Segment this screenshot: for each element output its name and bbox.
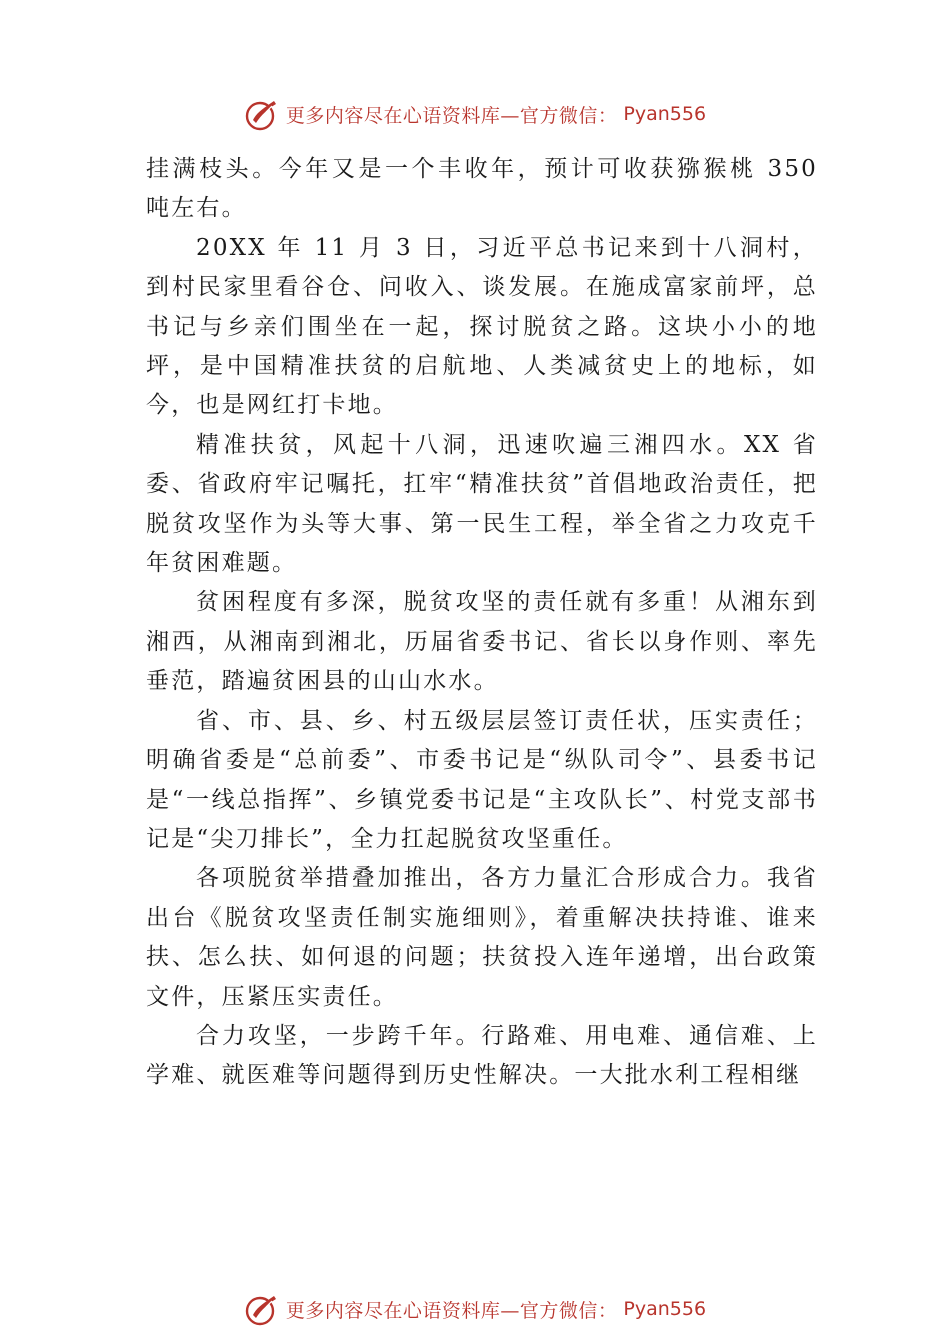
- document-body: [146, 150, 818, 1096]
- paragraph: 各项脱贫举措叠加推出，各方力量汇合形成合力。我省出台《脱贫攻坚责任制实施细则》，着重解决扶持谁、谁来扶、怎么扶、如何退的问题；扶贫投入连年递增，出台政策文件，压紧压实责任。: [146, 865, 818, 1010]
- paragraph: 挂满枝头。今年又是一个丰收年，预计可收获猕猴桃 350 吨左右。: [146, 156, 818, 222]
- paragraph: 合力攻坚，一步跨千年。行路难、用电难、通信难、上学难、就医难等问题得到历史性解决。一大批水利工程相继: [146, 1022, 818, 1089]
- banner-wechat-handle: Pyan556: [623, 1298, 707, 1320]
- header-banner: [0, 94, 950, 134]
- paragraph: 20XX 年 11 月 3 日，习近平总书记来到十八洞村，到村民家里看谷仓、问收入、谈发展。在施成富家前坪，总书记与乡亲们围坐在一起，探讨脱贫之路。这块小小的地坪，是中国精准扶贫的启航地、人类减贫史上的地标，如今，也是网红打卡地。: [146, 234, 818, 419]
- pen-logo-icon: [244, 96, 280, 132]
- footer-banner: [0, 1289, 950, 1329]
- pen-logo-icon: [244, 1291, 280, 1327]
- banner-text: 更多内容尽在心语资料库—官方微信：: [285, 104, 618, 127]
- paragraph: 省、市、县、乡、村五级层层签订责任状，压实责任；明确省委是“总前委”、市委书记是“纵队司令”、县委书记是“一线总指挥”、乡镇党委书记是“主攻队长”、村党支部书记是“尖刀排长”，全力扛起脱贫攻坚重任。: [146, 707, 818, 852]
- banner-wechat-handle: Pyan556: [623, 103, 707, 125]
- paragraph: 贫困程度有多深，脱贫攻坚的责任就有多重！从湘东到湘西，从湘南到湘北，历届省委书记、省长以身作则、率先垂范，踏遍贫困县的山山水水。: [146, 589, 818, 695]
- paragraph: 精准扶贫，风起十八洞，迅速吹遍三湘四水。XX 省委、省政府牢记嘱托，扛牢“精准扶贫”首倡地政治责任，把脱贫攻坚作为头等大事、第一民生工程，举全省之力攻克千年贫困难题。: [146, 431, 818, 577]
- banner-text: 更多内容尽在心语资料库—官方微信：: [285, 1299, 618, 1322]
